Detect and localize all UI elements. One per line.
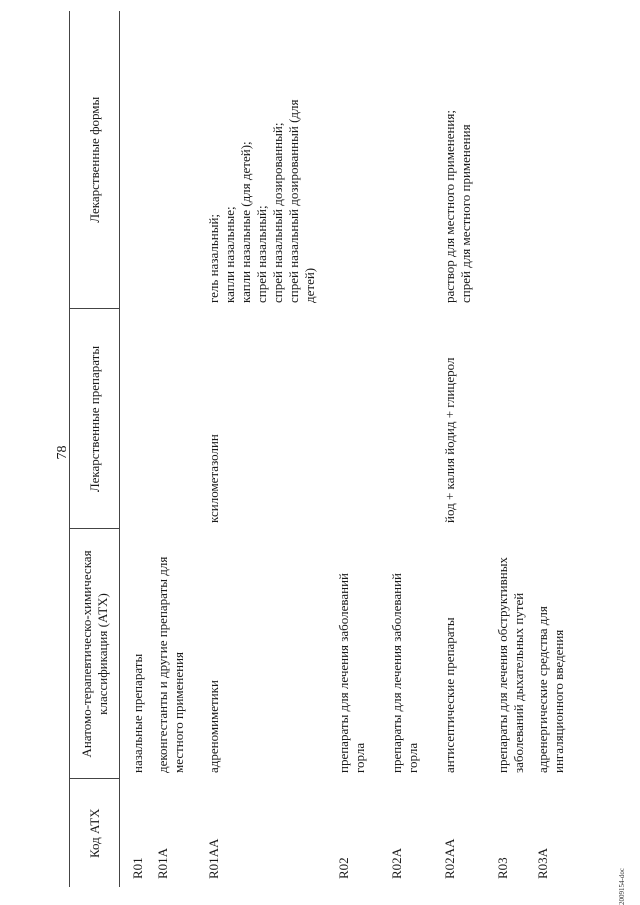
classification-cell <box>120 529 153 779</box>
forms-line: детей) <box>301 267 317 303</box>
atc-code: R03A <box>534 847 550 879</box>
classification-line: деконгестанты и другие препараты для <box>154 556 170 773</box>
forms-line: гель назальный; <box>205 213 221 303</box>
forms-cell <box>336 11 389 309</box>
classification-line: горла <box>404 742 420 773</box>
atc-code: R01 <box>130 857 145 879</box>
drug-cell <box>535 309 575 529</box>
drug-cell: ксилометазолин <box>205 434 221 523</box>
classification-line: адренергические средства для <box>534 606 550 773</box>
classification-line: назальные препараты <box>130 653 145 773</box>
header-forms: Лекарственные формы <box>70 11 120 309</box>
atc-code: R02AA <box>441 838 457 879</box>
forms-line: капли назальные; <box>221 206 237 303</box>
forms-line: раствор для местного применения; <box>441 110 457 303</box>
drug-cell <box>495 309 535 529</box>
header-drugs: Лекарственные препараты <box>70 309 120 529</box>
page-number: 78 <box>55 445 70 460</box>
table-row <box>204 11 336 887</box>
forms-line: спрей назальный дозированный; <box>269 122 285 303</box>
forms-cell <box>535 11 575 309</box>
table-row <box>495 11 535 887</box>
forms-cell <box>495 11 535 309</box>
header-classification <box>70 529 120 779</box>
forms-cell <box>204 11 336 309</box>
drug-cell <box>389 309 442 529</box>
atc-code: R01AA <box>205 838 221 879</box>
forms-cell <box>153 11 204 309</box>
classification-line: препараты для лечения заболеваний <box>335 573 351 773</box>
drug-cell <box>336 309 389 529</box>
table-row <box>336 11 389 887</box>
atc-table <box>69 11 575 887</box>
classification-line: заболеваний дыхательных путей <box>510 592 526 773</box>
forms-line: спрей для местного применения <box>457 124 473 303</box>
header-code: Код АТХ <box>70 779 120 887</box>
atc-code: R03 <box>494 857 510 879</box>
footer-code: 2009154-doc <box>618 868 626 905</box>
forms-line: капли назальные (для детей); <box>237 141 253 303</box>
forms-line: спрей назальный дозированный (для <box>285 99 301 303</box>
header-classification-line: Анатомо-терапевтическо-химическая <box>78 550 94 758</box>
classification-cell <box>535 529 575 779</box>
table-row <box>120 11 153 887</box>
atc-code: R01A <box>154 847 170 879</box>
classification-cell <box>442 529 495 779</box>
classification-line: препараты для лечения заболеваний <box>388 573 404 773</box>
atc-code: R02 <box>335 857 351 879</box>
classification-line: антисептические препараты <box>441 617 457 773</box>
table-row <box>535 11 575 887</box>
classification-line: ингаляционного введения <box>550 629 566 773</box>
forms-line: спрей назальный; <box>253 205 269 303</box>
classification-cell <box>153 529 204 779</box>
classification-line: горла <box>351 742 367 773</box>
atc-code: R02A <box>388 847 404 879</box>
classification-cell <box>389 529 442 779</box>
forms-cell <box>120 11 153 309</box>
forms-cell <box>389 11 442 309</box>
table-row <box>442 11 495 887</box>
classification-line: адреномиметики <box>205 680 221 773</box>
classification-cell <box>495 529 535 779</box>
table-row <box>389 11 442 887</box>
classification-cell <box>204 529 336 779</box>
drug-cell <box>153 309 204 529</box>
forms-cell <box>442 11 495 309</box>
drug-cell: йод + калия йодид + глицерол <box>441 357 457 523</box>
classification-cell <box>336 529 389 779</box>
header-classification-line: классификация (АТХ) <box>94 593 110 715</box>
classification-line: препараты для лечения обструктивных <box>494 557 510 773</box>
classification-line: местного применения <box>170 651 186 773</box>
drug-cell <box>120 309 153 529</box>
table-row <box>153 11 204 887</box>
